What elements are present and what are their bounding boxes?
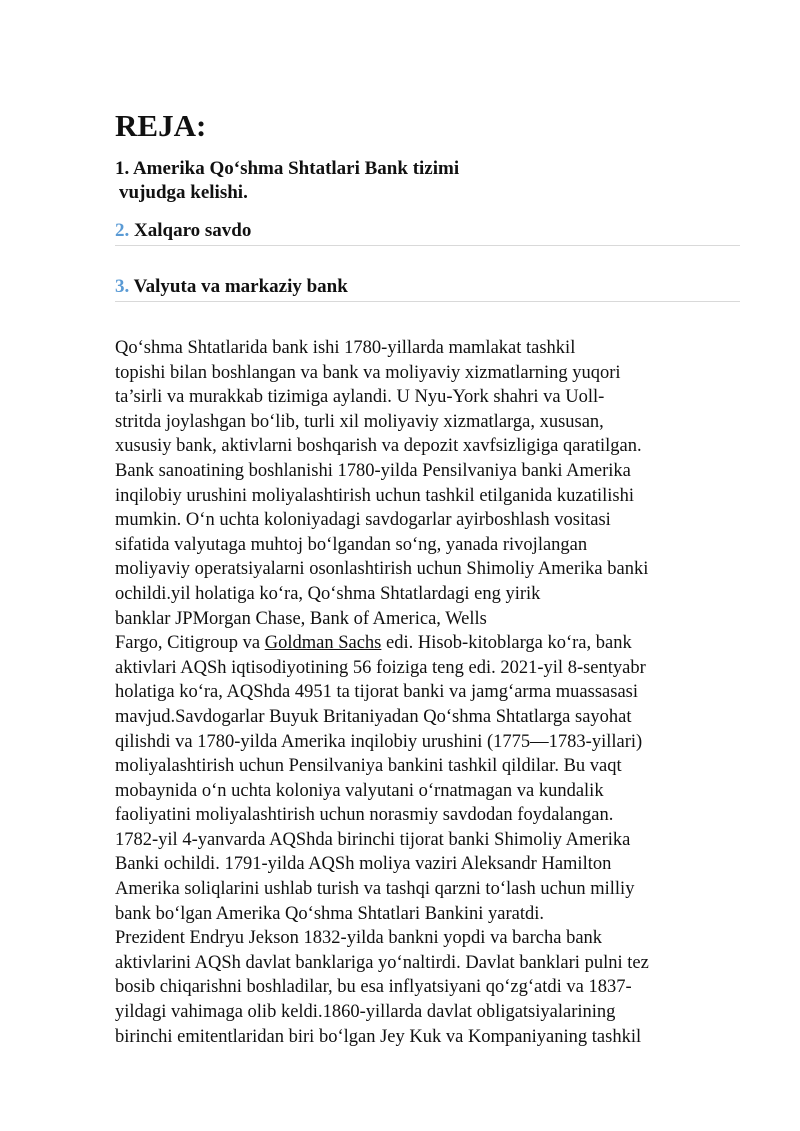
- body-line: aktivlarini AQSh davlat banklariga yo‘naltirdi. Davlat banklari pulni tez: [115, 952, 649, 973]
- body-line: qilishdi va 1780-yilda Amerika inqilobiy urushini (1775—1783-yillari): [115, 731, 643, 752]
- body-line: moliyalashtirish uchun Pensilvaniya bankini tashkil qildilar. Bu vaqt: [115, 756, 622, 777]
- plan-item-1: [115, 157, 459, 205]
- body-line: topishi bilan boshlangan va bank va moliyaviy xizmatlarning yuqori: [115, 362, 621, 383]
- body-line: holatiga ko‘ra, AQShda 4951 ta tijorat banki va jamg‘arma muassasasi: [115, 682, 639, 703]
- body-line: moliyaviy operatsiyalarni osonlashtirish uchun Shimoliy Amerika banki: [115, 559, 649, 580]
- body-line: Prezident Endryu Jekson 1832-yilda bankni yopdi va barcha bank: [115, 928, 603, 949]
- body-line: aktivlari AQSh iqtisodiyotining 56 foiziga teng edi. 2021-yil 8-sentyabr: [115, 657, 646, 678]
- plan-item-1-line-1: 1. Amerika Qo‘shma Shtatlari Bank tizimi: [115, 158, 460, 179]
- body-line: stritda joylashgan bo‘lib, turli xil moliyaviy xizmatlarga, xususan,: [115, 411, 604, 432]
- body-line: faoliyatini moliyalashtirish uchun norasmiy savdodan foydalangan.: [115, 805, 614, 826]
- plan-item-2-text: Xalqaro savdo: [134, 220, 252, 241]
- body-line: xususiy bank, aktivlarni boshqarish va depozit xavfsizligiga qaratilgan.: [115, 436, 642, 457]
- body-line: mavjud.Savdogarlar Buyuk Britaniyadan Qo‘shma Shtatlarga sayohat: [115, 706, 632, 727]
- plan-item-3-number: 3.: [115, 276, 130, 297]
- body-line: bosib chiqarishni boshladilar, bu esa inflyatsiyani qo‘zg‘atdi va 1837-: [115, 977, 632, 998]
- body-line: Banki ochildi. 1791-yilda AQSh moliya vaziri Aleksandr Hamilton: [115, 854, 612, 875]
- body-line-text: edi. Hisob-kitoblarga ko‘ra, bank: [381, 633, 632, 654]
- body-line: 1782-yil 4-yanvarda AQShda birinchi tijorat banki Shimoliy Amerika: [115, 829, 631, 850]
- body-line: mumkin. O‘n uchta koloniyadagi savdogarlar ayirboshlash vositasi: [115, 510, 611, 531]
- goldman-sachs-link[interactable]: Goldman Sachs: [264, 633, 382, 654]
- plan-item-3: [115, 275, 740, 302]
- body-line: yildagi vahimaga olib keldi.1860-yillarda davlat obligatsiyalarining: [115, 1002, 616, 1023]
- body-line: Bank sanoatining boshlanishi 1780-yilda Pensilvaniya banki Amerika: [115, 460, 631, 481]
- body-line: banklar JPMorgan Chase, Bank of America, Wells: [115, 608, 487, 629]
- plan-item-1-line-2: vujudga kelishi.: [119, 182, 248, 203]
- body-line: ochildi.yil holatiga ko‘ra, Qo‘shma Shtatlardagi eng yirik: [115, 583, 541, 604]
- plan-item-3-text: Valyuta va markaziy bank: [133, 276, 348, 297]
- body-paragraph: [115, 336, 745, 1049]
- body-line: Amerika soliqlarini ushlab turish va tashqi qarzni to‘lash uchun milliy: [115, 879, 635, 900]
- body-line: mobaynida o‘n uchta koloniya valyutani o‘rnatmagan va kundalik: [115, 780, 604, 801]
- body-line-with-link: [115, 631, 745, 656]
- plan-item-2-number: 2.: [115, 220, 130, 241]
- body-line: sifatida valyutaga muhtoj bo‘lgandan so‘ng, yanada rivojlangan: [115, 534, 588, 555]
- plan-item-2: [115, 219, 740, 246]
- body-line: ta’sirli va murakkab tizimiga aylandi. U Nyu-York shahri va Uoll-: [115, 387, 605, 408]
- body-line: Qo‘shma Shtatlarida bank ishi 1780-yillarda mamlakat tashkil: [115, 338, 576, 358]
- body-line: birinchi emitentlaridan biri bo‘lgan Jey Kuk va Kompaniyaning tashkil: [115, 1026, 642, 1047]
- page-title: REJA:: [115, 108, 207, 143]
- body-line: inqilobiy urushini moliyalashtirish uchun tashkil etilganida kuzatilishi: [115, 485, 634, 506]
- body-line: bank bo‘lgan Amerika Qo‘shma Shtatlari Bankini yaratdi.: [115, 903, 544, 924]
- body-line-text: Fargo, Citigroup va: [115, 633, 265, 654]
